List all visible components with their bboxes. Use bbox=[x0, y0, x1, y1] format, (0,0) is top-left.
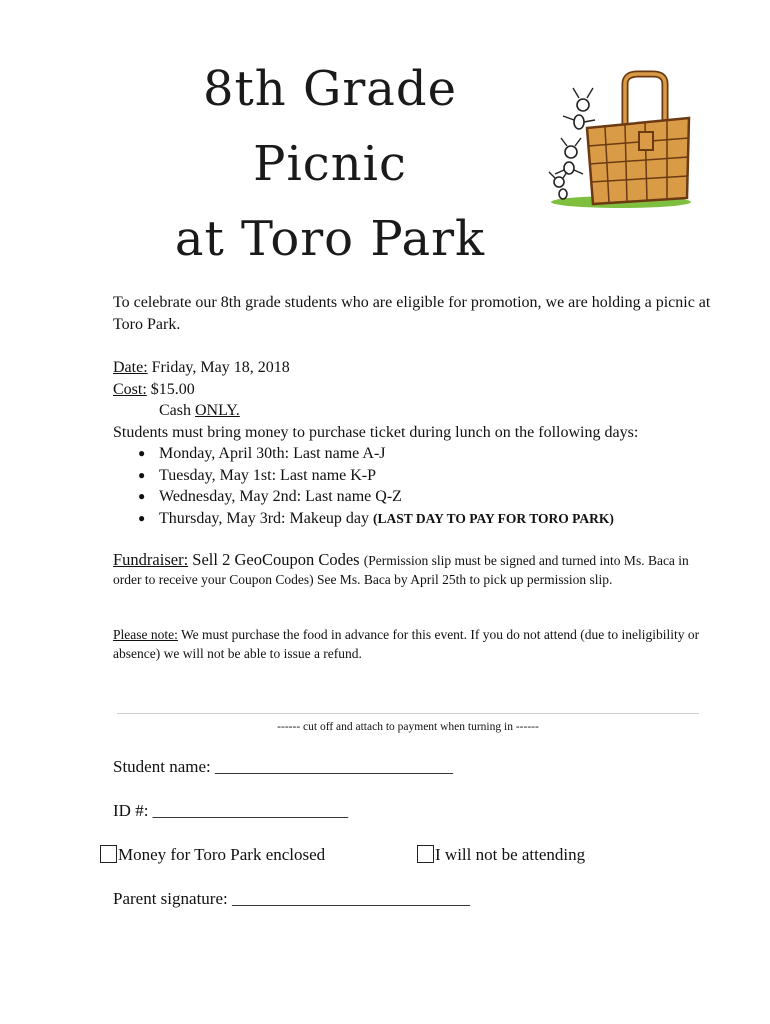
cash-only: ONLY. bbox=[195, 402, 240, 419]
day-text: Tuesday, May 1st: Last name K-P bbox=[159, 466, 377, 484]
fundraiser-text: (Permission slip must be signed and turned into Ms. Baca in order to receive your Coupon Codes) See Ms. Baca by April 25th to pick up permission slip. bbox=[113, 553, 689, 587]
fundraiser-paragraph bbox=[113, 550, 713, 589]
list-item bbox=[113, 508, 713, 530]
parent-signature-field[interactable]: Parent signature: ____________________________ bbox=[113, 889, 470, 908]
bullet-icon: ● bbox=[138, 489, 146, 503]
day-text: Monday, April 30th: Last name A-J bbox=[159, 445, 386, 462]
list-item bbox=[113, 443, 713, 465]
money-enclosed-option[interactable] bbox=[100, 845, 325, 865]
cost-value: $15.00 bbox=[146, 380, 195, 398]
cut-line-divider bbox=[117, 713, 699, 714]
fundraiser-headline: Sell 2 GeoCoupon Codes bbox=[188, 550, 364, 569]
date-label: Date: bbox=[113, 359, 148, 376]
intro-paragraph: To celebrate our 8th grade students who are eligible for promotion, we are holding a picnic at Toro Park. bbox=[113, 294, 711, 333]
date-line bbox=[113, 357, 713, 379]
title-line-3: at Toro Park bbox=[174, 211, 486, 267]
payment-days-list bbox=[113, 443, 713, 529]
not-attending-checkbox[interactable] bbox=[417, 845, 434, 863]
cut-off-instruction: ------ cut off and attach to payment when turning in ------ bbox=[277, 721, 539, 733]
page-title bbox=[140, 52, 520, 277]
bullet-icon: ● bbox=[138, 446, 146, 460]
cost-line bbox=[113, 379, 713, 401]
payment-instructions: Students must bring money to purchase ticket during lunch on the following days: bbox=[113, 423, 639, 441]
cash-line bbox=[113, 400, 713, 422]
picnic-basket-icon bbox=[543, 70, 693, 210]
cost-label: Cost: bbox=[113, 380, 147, 398]
fundraiser-label: Fundraiser: bbox=[113, 550, 189, 569]
title-line-1: 8th Grade bbox=[202, 61, 458, 117]
day-text: Wednesday, May 2nd: Last name Q-Z bbox=[159, 488, 402, 505]
date-value: Friday, May 18, 2018 bbox=[147, 359, 290, 376]
note-text: We must purchase the food in advance for this event. If you do not attend (due to ineligibility or absence) we will not be able to issue a refund. bbox=[113, 627, 700, 661]
id-field[interactable]: ID #: _______________________ bbox=[113, 801, 349, 820]
day-text: Thursday, May 3rd: Makeup day bbox=[159, 509, 374, 527]
note-label: Please note: bbox=[113, 627, 178, 642]
title-line-2: Picnic bbox=[253, 136, 407, 192]
not-attending-label: I will not be attending bbox=[435, 845, 586, 864]
money-enclosed-label: Money for Toro Park enclosed bbox=[118, 845, 326, 864]
event-details bbox=[113, 357, 713, 529]
not-attending-option[interactable] bbox=[417, 845, 585, 865]
student-name-field[interactable]: Student name: ____________________________ bbox=[113, 757, 453, 776]
bullet-icon: ● bbox=[138, 467, 146, 482]
list-item bbox=[113, 465, 713, 487]
last-day-note: (LAST DAY TO PAY FOR TORO PARK) bbox=[373, 510, 614, 526]
money-enclosed-checkbox[interactable] bbox=[100, 845, 117, 863]
note-paragraph bbox=[113, 625, 713, 663]
bullet-icon: ● bbox=[138, 510, 146, 525]
list-item bbox=[113, 486, 713, 508]
cash-prefix: Cash bbox=[159, 402, 195, 419]
